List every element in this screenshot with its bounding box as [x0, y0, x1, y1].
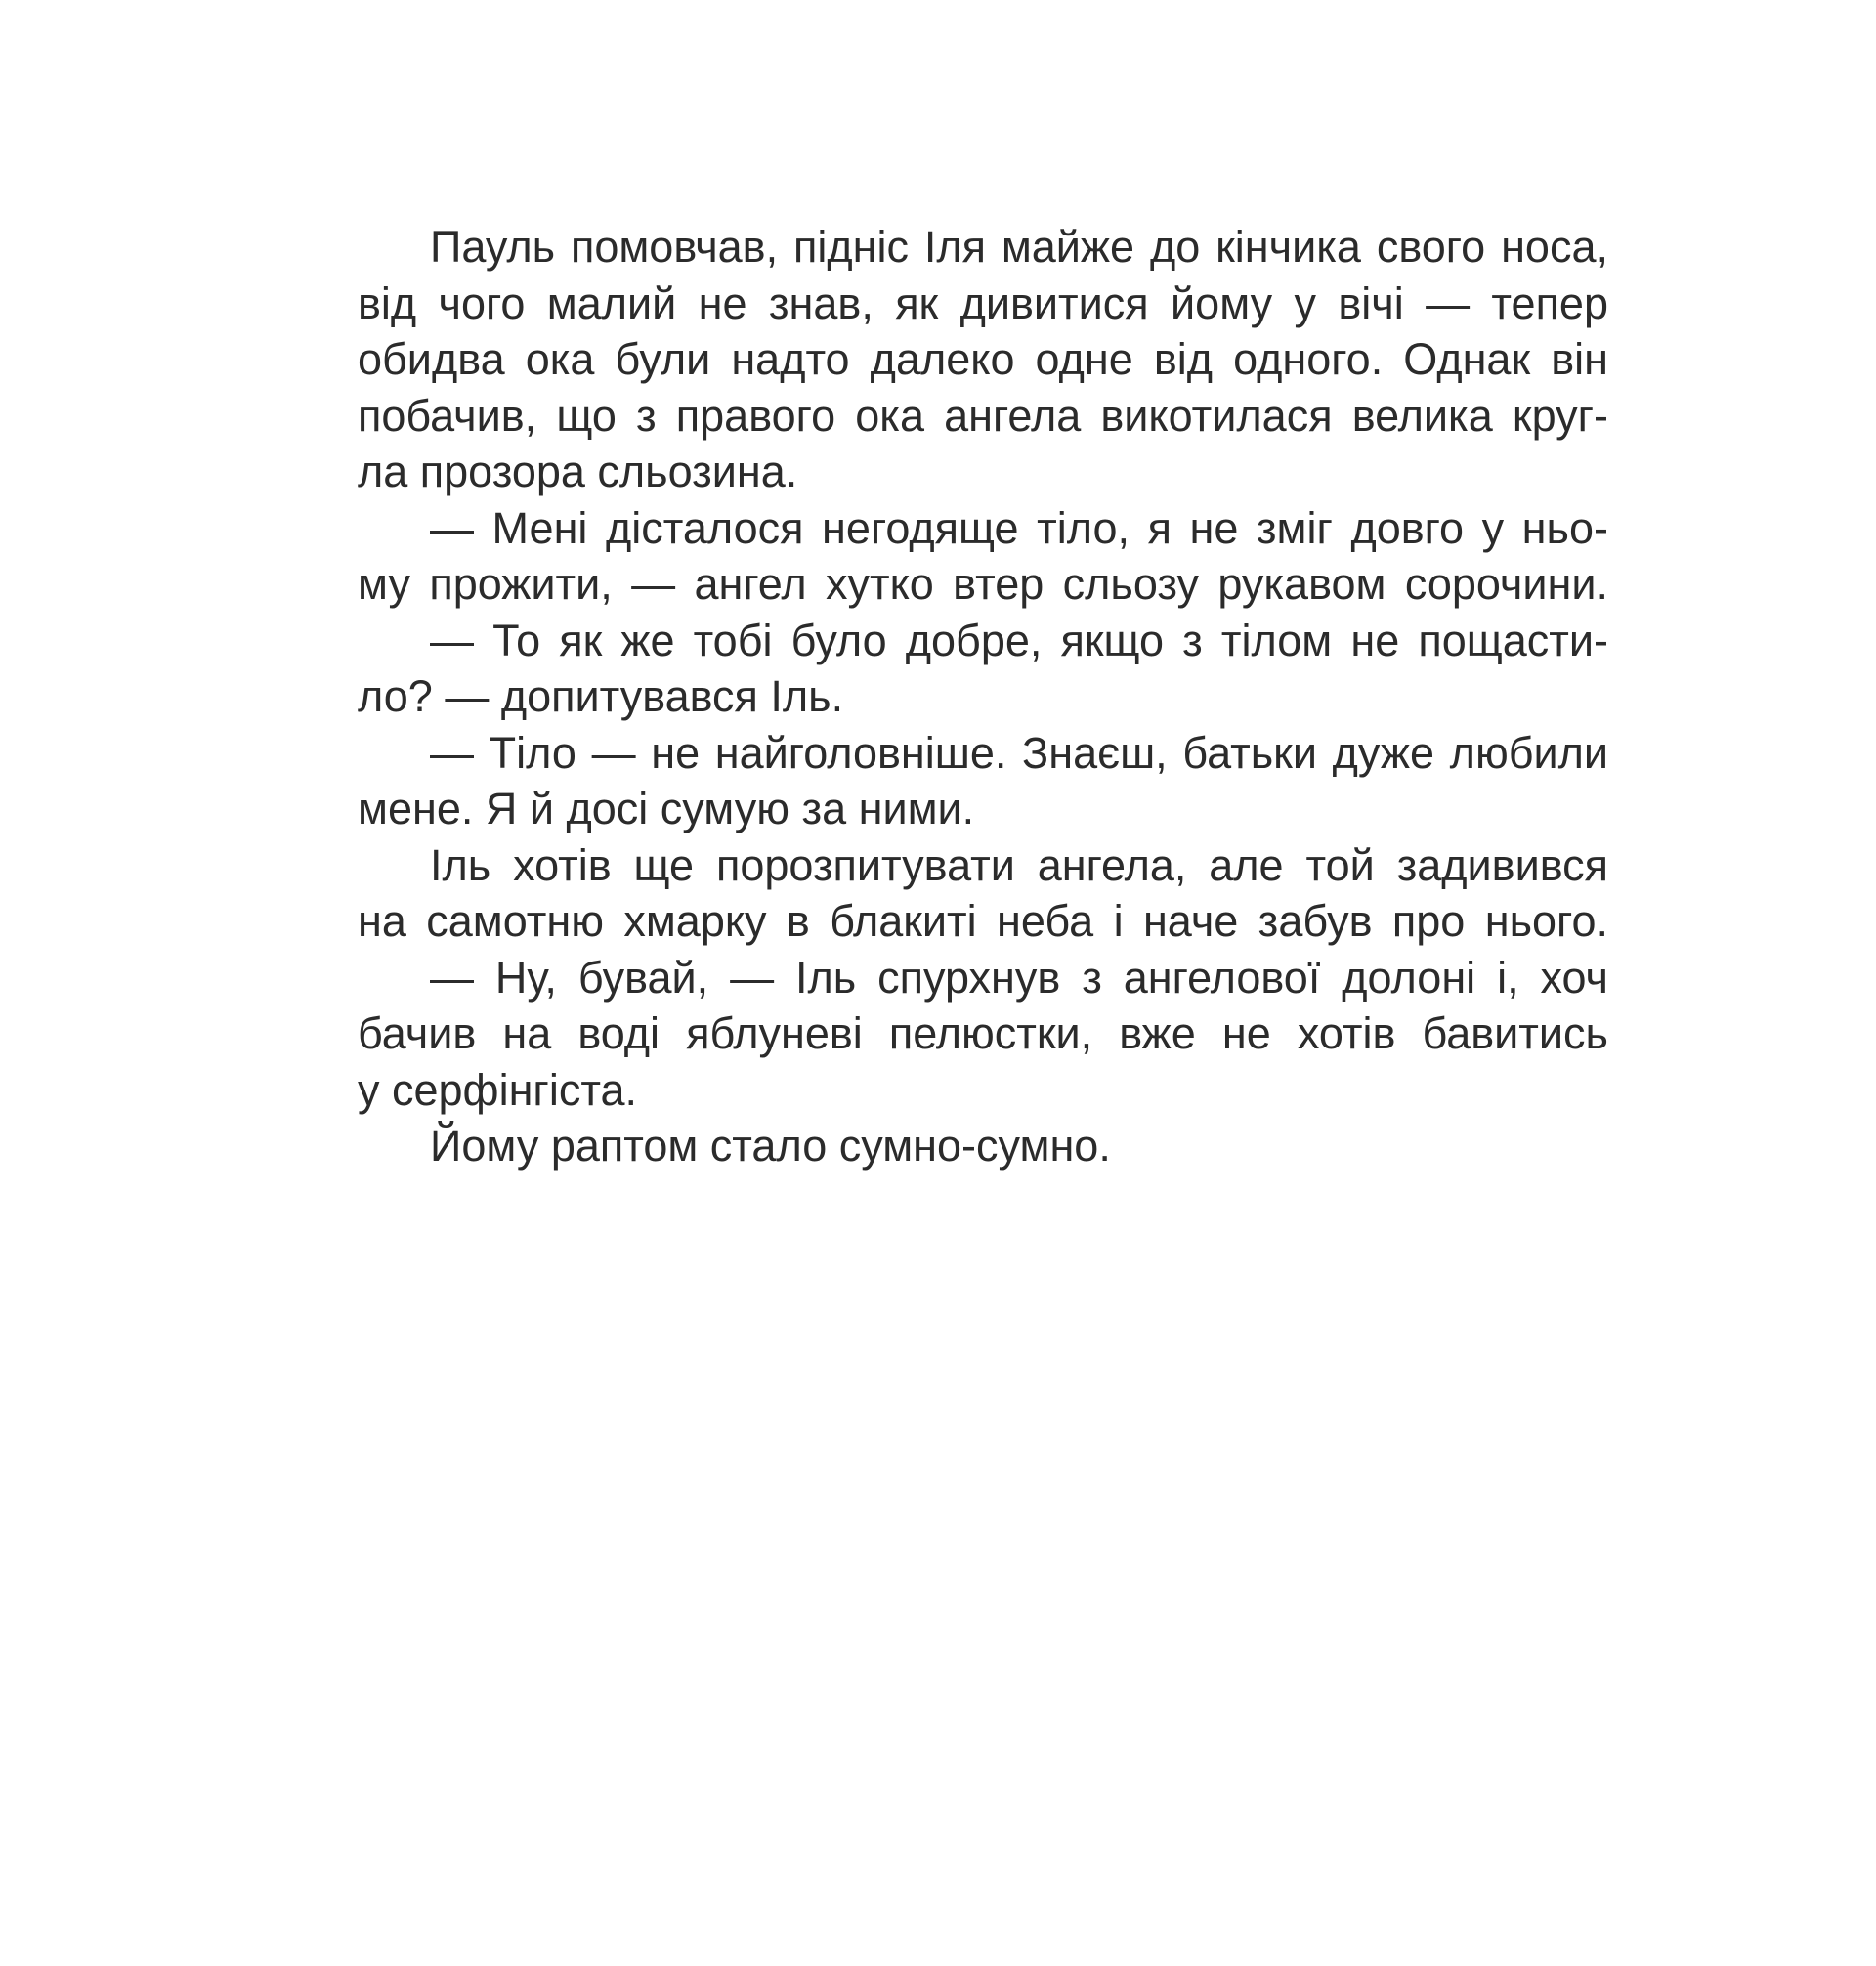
text-line: Йому раптом стало сумно-сумно.	[430, 1121, 1111, 1171]
text-line: обидва ока були надто далеко одне від одного. Однак він	[358, 334, 1608, 384]
text-line: ла прозора сльозина.	[358, 447, 798, 496]
text-line: — Мені дісталося негодяще тіло, я не зміг довго у ньо-	[430, 502, 1608, 553]
text-line: — Ну, бувай, — Іль спурхнув з ангелової долоні і, хоч	[430, 952, 1608, 1003]
text-line: Іль хотів ще порозпитувати ангела, але той задивився	[430, 839, 1608, 890]
text-line: — То як же тобі було добре, якщо з тілом не пощасти-	[430, 615, 1608, 665]
text-line: побачив, що з правого ока ангела викотилася велика круг-	[358, 390, 1608, 441]
text-block	[358, 219, 1608, 1175]
text-line: — Тіло — не найголовніше. Знаєш, батьки дуже любили	[430, 727, 1608, 778]
text-line: ло? — допитувався Іль.	[358, 671, 844, 721]
text-line: на самотню хмарку в блакиті неба і наче забув про нього.	[358, 896, 1608, 946]
text-line: бачив на воді яблуневі пелюстки, вже не хотів бавитись	[358, 1008, 1608, 1058]
text-line: у серфінгіста.	[358, 1064, 637, 1115]
text-line: від чого малий не знав, як дивитися йому у вічі — тепер	[358, 278, 1608, 328]
text-line: му прожити, — ангел хутко втер сльозу рукавом сорочини.	[358, 559, 1608, 609]
text-line: мене. Я й досі сумую за ними.	[358, 784, 975, 833]
text-line: Пауль помовчав, підніс Іля майже до кінчика свого носа,	[430, 222, 1608, 272]
